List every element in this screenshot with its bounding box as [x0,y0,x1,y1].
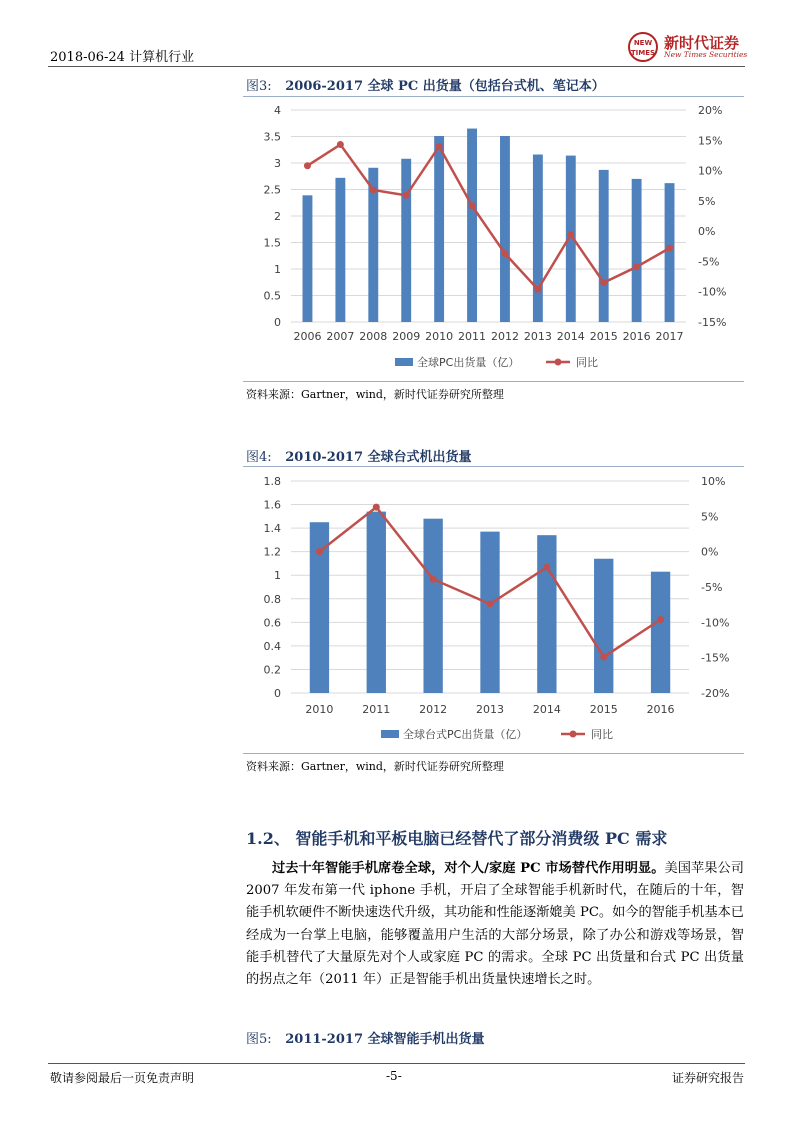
yoy-point [373,504,380,511]
y-left-tick-label: 1.5 [263,236,281,250]
x-tick-label: 2013 [523,330,552,343]
x-tick-label: 2012 [490,330,519,343]
footer-page-number: -5- [386,1069,402,1083]
bar [632,179,642,322]
x-tick-label: 2013 [476,703,504,716]
yoy-point [633,263,640,270]
legend-line-label: 同比 [576,356,598,369]
bar [651,572,670,693]
bar [533,155,543,322]
figure3-chart [243,96,744,382]
bar [594,559,613,693]
figure3-title [246,75,605,94]
y-right-tick-label: 20% [698,104,723,117]
bar [423,519,442,693]
y-right-tick-label: -10% [698,285,727,299]
x-tick-label: 2012 [419,703,448,716]
x-tick-label: 2010 [305,703,334,716]
x-tick-label: 2006 [293,330,322,343]
y-right-tick-label: -15% [698,316,727,329]
yoy-point [600,653,607,660]
logo-badge-icon: NEW TIMES [628,32,658,62]
figure4-chart-svg [243,467,744,753]
y-left-tick-label: 0.4 [263,639,281,653]
y-left-tick-label: 0.6 [263,616,281,630]
figure3-prefix: 图3: [246,79,272,94]
x-tick-label: 2014 [532,703,561,716]
figure4-title [246,446,472,465]
y-right-tick-label: -15% [701,651,730,665]
section-paragraph [246,858,744,991]
bar [467,129,477,322]
yoy-point [600,279,607,286]
y-right-tick-label: 0% [701,545,719,559]
yoy-point [403,192,410,199]
figure4-title-text: 2010-2017 全球台式机出货量 [285,450,472,465]
legend-bar-swatch [381,730,399,738]
yoy-point [501,250,508,257]
figure5-title-text: 2011-2017 全球智能手机出货量 [285,1032,485,1047]
logo-name-cn: 新时代证券 [664,34,740,52]
y-right-tick-label: 5% [698,194,716,208]
legend-bar-swatch [395,358,413,366]
y-right-tick-label: -20% [701,687,730,700]
section-title: 1.2、 智能手机和平板电脑已经替代了部分消费级 PC 需求 [246,829,668,848]
header-rule [48,66,745,67]
x-tick-label: 2011 [362,703,391,716]
y-left-tick-label: 1 [274,569,281,583]
figure5-title [246,1028,485,1047]
bar [500,136,510,322]
x-tick-label: 2016 [622,330,651,343]
bar [335,178,345,322]
figure3-source: 资料来源：Gartner，wind，新时代证券研究所整理 [246,388,504,401]
y-right-tick-label: 10% [698,164,723,178]
bar [434,136,444,322]
bar [599,170,609,322]
y-left-tick-label: 1 [274,263,281,276]
logo-name-en: New Times Securities [664,50,748,59]
legend-bar-label: 全球台式PC出货量（亿） [403,728,528,741]
y-right-tick-label: 15% [698,134,723,148]
y-left-tick-label: 3 [274,157,281,170]
header-date-industry: 2018-06-24 计算机行业 [50,50,195,65]
y-right-tick-label: 0% [698,225,716,239]
y-right-tick-label: 5% [701,510,719,524]
paragraph-body: 美国苹果公司 2007 年发布第一代 iphone 手机，开启了全球智能手机新时代，在随后的十年，智能手机软硬件不断快速迭代升级，其功能和性能逐渐媲美 PC。如今的智能手机基本已经成为一台掌上电脑，能够覆盖用户生活的大部分场景，除了办公和游戏等场景，智能手机替代了大量原先对个人或家庭 PC 的需求。全球 PC 出货量和台式 PC 出货量的拐点之年（2011 年）正是智能手机出货量快速增长之时。 [246,861,744,988]
figure3-title-text: 2006-2017 全球 PC 出货量（包括台式机、笔记本） [285,79,605,94]
yoy-series-line [307,145,669,290]
bar [480,532,499,693]
yoy-point [370,186,377,193]
x-tick-label: 2015 [589,330,618,343]
yoy-point [534,286,541,293]
figure4-chart [243,466,744,754]
yoy-point [436,143,443,150]
bar [401,159,411,322]
company-logo [628,30,748,64]
x-tick-label: 2009 [392,330,421,343]
y-right-tick-label: -5% [698,255,720,269]
figure4-prefix: 图4: [246,450,272,465]
figure5-prefix: 图5: [246,1032,272,1047]
legend-line-label: 同比 [591,728,613,741]
y-right-tick-label: 10% [701,475,726,488]
y-left-tick-label: 1.4 [263,522,281,536]
yoy-point [316,548,323,555]
x-tick-label: 2017 [655,330,684,343]
legend-bar-label: 全球PC出货量（亿） [417,356,520,369]
x-tick-label: 2011 [458,330,487,343]
x-tick-label: 2010 [425,330,454,343]
y-left-tick-label: 2.5 [263,183,281,197]
footer-disclaimer: 敬请参阅最后一页免责声明 [50,1071,195,1085]
y-right-tick-label: -10% [701,616,730,630]
figure3-chart-svg [243,97,744,381]
yoy-point [666,245,673,252]
y-left-tick-label: 0.2 [263,663,281,677]
yoy-point [469,202,476,209]
x-tick-label: 2008 [359,330,388,343]
y-right-tick-label: -5% [701,581,723,594]
y-left-tick-label: 0 [274,687,281,700]
y-left-tick-label: 4 [274,104,281,117]
y-left-tick-label: 3.5 [263,130,281,144]
x-tick-label: 2007 [326,330,355,343]
yoy-point [543,564,550,571]
yoy-point [567,231,574,238]
y-left-tick-label: 0.8 [263,592,281,606]
y-left-tick-label: 2 [274,210,281,223]
y-left-tick-label: 1.6 [263,498,281,512]
bar [367,512,386,693]
paragraph-lead: 过去十年智能手机席卷全球，对个人/家庭 PC 市场替代作用明显。 [272,861,665,876]
yoy-point [487,600,494,607]
x-tick-label: 2016 [646,703,675,716]
yoy-point [657,616,664,623]
y-left-tick-label: 0.5 [263,289,281,303]
bar [537,535,556,693]
y-left-tick-label: 1.8 [263,475,281,488]
yoy-point [304,162,311,169]
y-left-tick-label: 1.2 [263,545,281,559]
legend-line-marker [555,359,562,366]
figure4-source: 资料来源：Gartner，wind，新时代证券研究所整理 [246,760,504,773]
x-tick-label: 2015 [589,703,618,716]
x-tick-label: 2014 [556,330,585,343]
bar [303,195,313,322]
yoy-point [430,576,437,583]
footer-rule [48,1063,745,1064]
yoy-point [337,141,344,148]
y-left-tick-label: 0 [274,316,281,329]
footer-report-type: 证券研究报告 [672,1071,745,1085]
bar [665,183,675,322]
legend-line-marker [570,731,577,738]
